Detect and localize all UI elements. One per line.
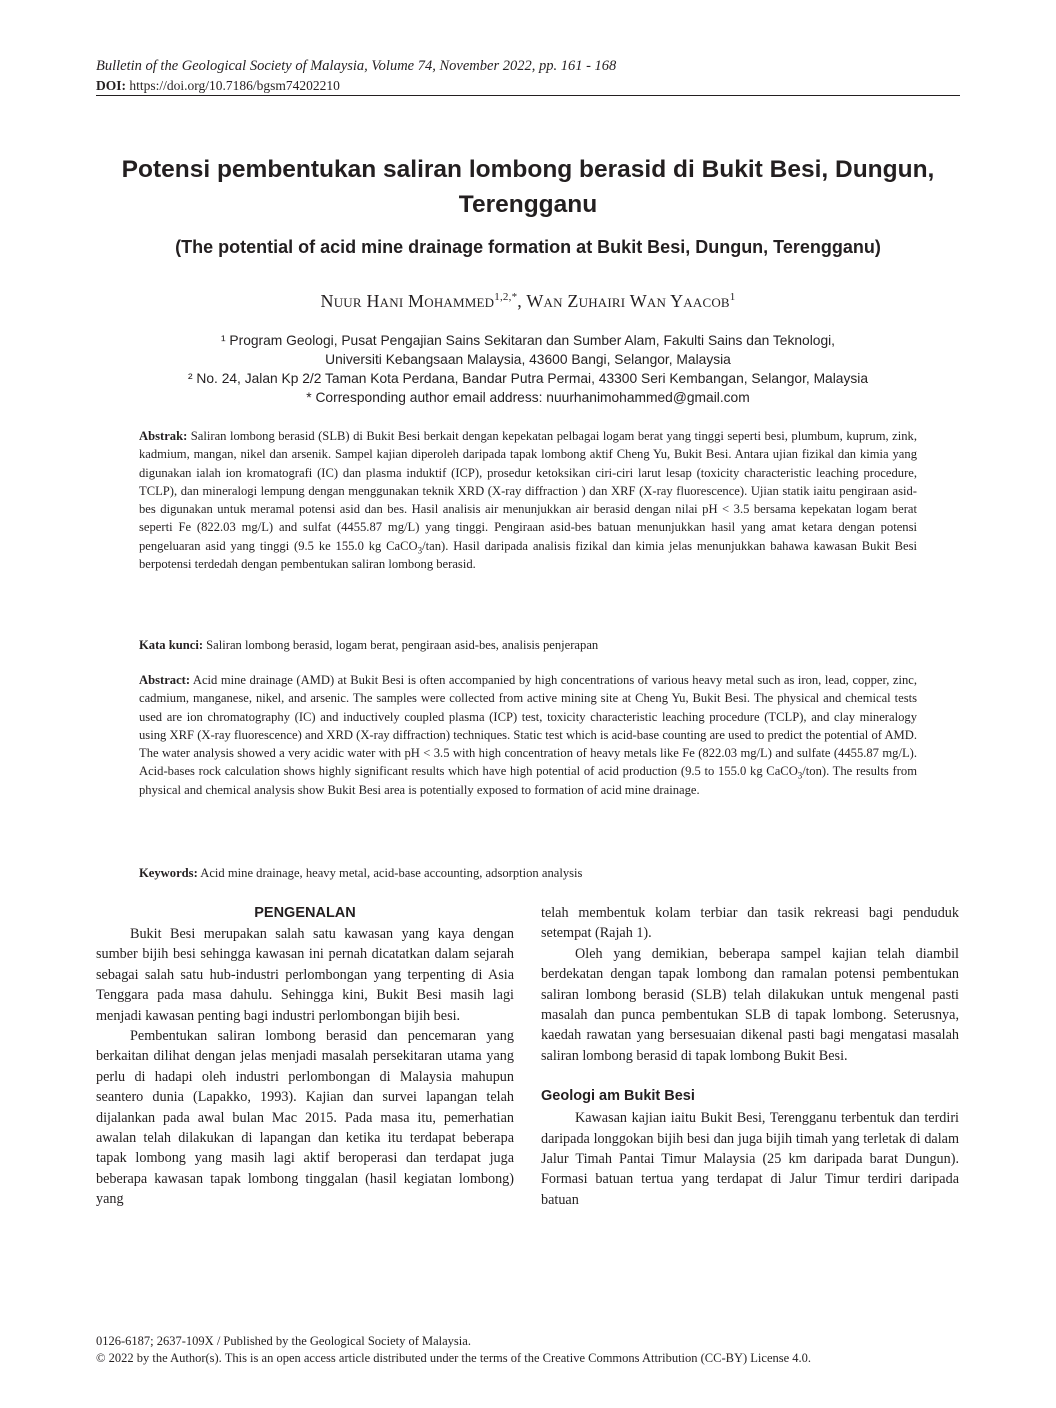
abstract-malay-text: Saliran lombong berasid (SLB) di Bukit Besi berkait dengan kepekatan pelbagai logam berat yang tinggi seperti besi, plumbum, kuprum, zink, kadmium, mangan, nikel dan arsenik. Sampel kajian diperoleh daripada tapak lombong aktif Cheng Yu, Bukit Besi. Antara ujian fizikal dan kimia yang digunakan ialah ion kromatografi (IC) dan plasma induktif (ICP), prosedur ketoksikan ciri-ciri larut lesap (toxicity characteristic leaching procedure, TCLP), dan mineralogi lempung dengan menggunakan teknik XRD (X-ray diffraction ) dan XRF (X-ray fluorescence). Ujian statik iaitu pengiraan asid-bes digunakan untuk meramal potensi asid dan bes. Hasil analisis air menunjukkan air berasid dengan nilai pH < 3.5 bersama kepekatan logam berat seperti Fe (822.03 mg/L) and sulfat (4455.87 mg/L) yang tinggi. Pengiraan asid-bes batuan menunjukkan hasil yang amat ketara dengan potensi pengeluaran asid yang tinggi (9.5 ke 155.0 kg CaCO [139, 429, 917, 553]
keywords-malay [139, 636, 917, 654]
section-heading-pengenalan: PENGENALAN [254, 905, 356, 921]
issn-publisher-line: 0126-6187; 2637-109X / Published by the Geological Society of Malaysia. [96, 1334, 471, 1348]
affiliations [96, 331, 960, 407]
author-2: Wan Zuhairi Wan Yaacob [526, 291, 730, 311]
author-1-affiliation-marks: 1,2,* [494, 291, 518, 303]
affiliation-line: Universiti Kebangsaan Malaysia, 43600 Bangi, Selangor, Malaysia [325, 352, 731, 367]
author-list [96, 285, 960, 313]
author-2-affiliation-marks: 1 [729, 291, 736, 303]
paper-title: Potensi pembentukan saliran lombong berasid di Bukit Besi, Dungun, Terengganu [121, 156, 935, 218]
doi-label: DOI: [96, 78, 126, 93]
page-footer [96, 1333, 966, 1367]
subscript: 3 [797, 771, 803, 781]
body-paragraph: Pembentukan saliran lombong berasid dan pencemaran yang berkaitan dilihat dengan jelas menjadi masalah persekitaran utama yang perlu di hadapi oleh industri perlombongan di Malaysia mahupun seantero dunia (Lapakko, 1993). Kajian dan survei lapangan telah dijalankan pada awal bulan Mac 2015. Pada masa itu, pemerhatian awalan telah dilakukan di lapangan dan ketika itu terdapat beberapa tapak lombong yang masih lagi aktif beroperasi dan terdapat juga beberapa kawasan tapak lombong tinggalan (hasil kegiatan lombong) yang [96, 1028, 514, 1208]
affiliation-line: ² No. 24, Jalan Kp 2/2 Taman Kota Perdana, Bandar Putra Permai, 43300 Seri Kembangan, Selangor, Malaysia [187, 371, 869, 386]
keywords-english [139, 864, 917, 882]
section-heading-geologi: Geologi am Bukit Besi [541, 1088, 695, 1105]
affiliation-line: ¹ Program Geologi, Pusat Pengajian Sains Sekitaran dan Sumber Alam, Fakulti Sains dan Teknologi, [220, 333, 836, 348]
doi-link[interactable]: https://doi.org/10.7186/bgsm74202210 [129, 78, 340, 93]
abstract-english-text-end: /ton). The results from physical and chemical analysis show Bukit Besi area is potentially exposed to formation of acid mine drainage. [139, 764, 917, 797]
doi-line [96, 77, 966, 94]
paper-subtitle: (The potential of acid mine drainage formation at Bukit Besi, Dungun, Terengganu) [175, 237, 881, 257]
keywords-english-label: Keywords: [139, 866, 198, 880]
abstract-malay-label: Abstrak: [139, 429, 188, 443]
abstract-english [139, 671, 917, 799]
journal-citation: Bulletin of the Geological Society of Malaysia, Volume 74, November 2022, pp. 161 - 168 [96, 58, 617, 74]
header-rule [96, 95, 960, 96]
abstract-malay-text-end: /tan). Hasil daripada analisis fizikal dan kimia jelas menunjukkan bahawa kawasan Bukit Besi berpotensi terdedah dengan pembentukan saliran lombong berasid. [139, 538, 917, 572]
license-line: © 2022 by the Author(s). This is an open access article distributed under the terms of the Creative Commons Attribution (CC-BY) License 4.0. [96, 1351, 812, 1365]
abstract-malay [139, 427, 917, 573]
body-paragraph: Bukit Besi merupakan salah satu kawasan yang kaya dengan sumber bijih besi sehingga kawasan ini pernah dicatatkan dalam sejarah sebagai salah satu hub-industri perlombongan yang terpenting di Asia Tenggara pada masa dahulu. Sehingga kini, Bukit Besi masih lagi menjadi kawasan penting bagi industri perlombongan bijih besi. [96, 926, 514, 1024]
corresponding-author-email: * Corresponding author email address: nuurhanimohammed@gmail.com [306, 390, 750, 405]
body-column-right [541, 903, 959, 1210]
author-separator: , [517, 291, 527, 311]
body-column-left [96, 903, 514, 1210]
keywords-malay-text: Saliran lombong berasid, logam berat, pengiraan asid-bes, analisis penjerapan [203, 638, 599, 652]
author-1: Nuur Hani Mohammed [320, 291, 495, 311]
body-paragraph: telah membentuk kolam terbiar dan tasik rekreasi bagi penduduk setempat (Rajah 1). [541, 905, 959, 942]
abstract-english-label: Abstract: [139, 673, 191, 687]
keywords-malay-label: Kata kunci: [139, 638, 204, 652]
abstract-english-text: Acid mine drainage (AMD) at Bukit Besi is often accompanied by high concentrations of various heavy metal such as iron, lead, copper, zinc, cadmium, manganese, nikel, and arsenic. The samples were collected from active mining site at Cheng Yu, Bukit Besi. The physical and chemical tests used are ion chromatography (IC) and inductively coupled plasma (ICP) test, toxicity characteristic leaching procedure (TCLP), and clay mineralogy using XRF (X-ray fluorescence) and XRD (X-ray diffraction) techniques. Static test which is acid-base counting are used to predict the potential of AMD. The water analysis showed a very acidic water with pH < 3.5 with high concentration of heavy metals like Fe (822.03 mg/L) and sulfate (4455.87 mg/L). Acid-bases rock calculation shows highly significant results which have high potential of acid production (9.5 to 155.0 kg CaCO [139, 673, 917, 779]
body-paragraph: Oleh yang demikian, beberapa sampel kajian telah diambil berdekatan dengan tapak lombong dan ramalan potensi pembentukan saliran lombong berasid (SLB) telah dilakukan untuk mengenal pasti masalah dan punca pembentukan SLB di tapak lombong. Seterusnya, kaedah rawatan yang bersesuaian dikenal pasti bagi mengatasi masalah saliran lombong berasid di tapak lombong Bukit Besi. [541, 945, 959, 1064]
keywords-english-text: Acid mine drainage, heavy metal, acid-base accounting, adsorption analysis [197, 866, 583, 880]
body-paragraph: Kawasan kajian iaitu Bukit Besi, Terengganu terbentuk dan terdiri daripada longgokan bijih besi dan juga bijih timah yang terletak di dalam Jalur Timah Pantai Timur Malaysia (25 km daripada barat Dungun). Formasi batuan tertua yang terdapat di Jalur Timur terdiri daripada batuan [541, 1110, 959, 1208]
subscript: 3 [417, 545, 423, 556]
